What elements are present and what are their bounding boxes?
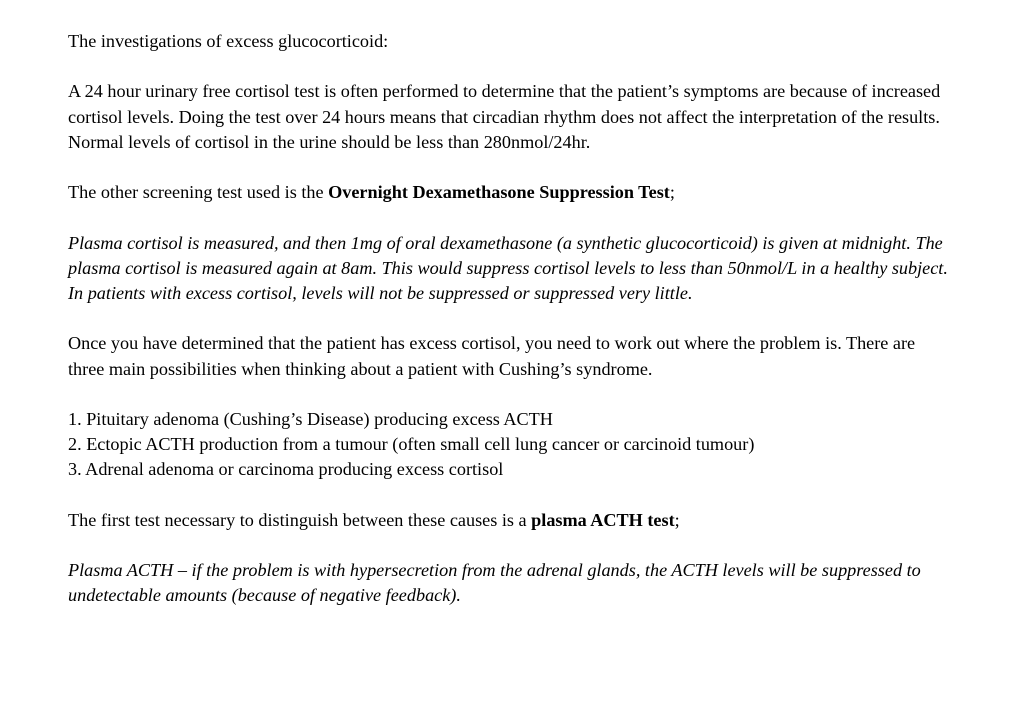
causes-list — [68, 407, 948, 483]
screening-prefix: The other screening test used is the — [68, 182, 329, 203]
dexamethasone-paragraph: Plasma cortisol is measured, and then 1mg of oral dexamethasone (a synthetic glucocorticoid) is given at midnight. The plasma cortisol is measured again at 8am. This would suppress cortisol levels to less than 50nmol/L in a healthy subject. In patients with excess cortisol, levels will not be suppressed or suppressed very little. — [68, 232, 948, 303]
screening-suffix: ; — [669, 182, 675, 203]
list-item: 3. Adrenal adenoma or carcinoma producing excess cortisol — [68, 459, 504, 480]
urinary-cortisol-paragraph: A 24 hour urinary free cortisol test is often performed to determine that the patient’s symptoms are because of increased cortisol levels. Doing the test over 24 hours means that circadian rhythm does not affect the interpretation of the results. Normal levels of cortisol in the urine should be less than 280nmol/24hr. — [68, 81, 941, 152]
screening-test-name: Overnight Dexamethasone Suppression Test — [328, 182, 670, 203]
first-test-prefix: The first test necessary to distinguish between these causes is a — [68, 509, 532, 530]
screening-test-paragraph — [68, 180, 948, 205]
heading: The investigations of excess glucocorticoid: — [68, 31, 389, 51]
first-test-suffix: ; — [674, 509, 680, 530]
plasma-acth-paragraph: Plasma ACTH – if the problem is with hypersecretion from the adrenal glands, the ACTH levels will be suppressed to undetectable amounts (because of negative feedback). — [68, 560, 921, 606]
list-item: 2. Ectopic ACTH production from a tumour (often small cell lung cancer or carcinoid tumour) — [68, 434, 755, 455]
list-item: 1. Pituitary adenoma (Cushing’s Disease) producing excess ACTH — [68, 408, 553, 429]
first-test-name: plasma ACTH test — [531, 509, 675, 530]
first-test-paragraph — [68, 508, 948, 533]
document-page — [68, 29, 948, 609]
possibilities-paragraph: Once you have determined that the patient has excess cortisol, you need to work out where the problem is. There are three main possibilities when thinking about a patient with Cushing’s syndrome. — [68, 333, 916, 379]
